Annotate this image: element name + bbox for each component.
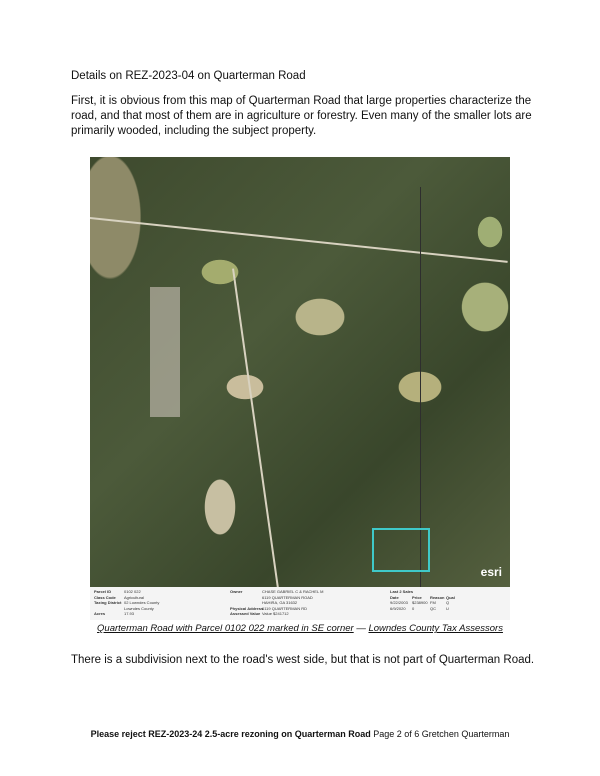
td: FM [430,600,436,605]
th: Date [390,594,399,600]
footer-page-info: Page 2 of 6 Gretchen Quarterman [370,729,510,739]
label: Taxing District [94,600,122,605]
value: Lowndes County [124,605,154,611]
value: 6119 QUARTERMAN ROAD [262,594,313,600]
label: Physical Address [230,605,264,611]
td: $238900 [412,600,428,605]
td: 9/22/2003 [390,600,408,605]
label: Acres [94,611,106,616]
aerial-map [90,157,510,587]
paragraph: First, it is obvious from this map of Quarterman Road that large properties characterize the road, and that most of them are in agriculture or forestry. Even many of the smaller lots are primarily wooded, including the subject property. [71,95,532,137]
parcel-line [420,187,421,587]
td: QC [430,605,436,611]
value: Agricultural [124,594,145,600]
value: 6119 QUARTERMAN RD [262,605,307,611]
td: U [446,605,449,611]
paragraph: There is a subdivision next to the road's west side, but that is not part of Quarterman Road. [71,654,535,666]
figure-caption [0,623,600,634]
sales-title: Last 2 Sales [390,589,414,594]
caption-separator: — [353,623,369,634]
footer [0,729,600,739]
parcel-info-panel [90,587,510,620]
td: Q [446,600,450,605]
caption-link-right[interactable]: Lowndes County Tax Assessors [368,623,503,634]
road [90,217,508,263]
td: 6/9/2020 [390,605,406,611]
heading: Details on REZ-2023-04 on Quarterman Road [71,70,306,82]
value: 0102 022 [124,589,141,594]
label: Assessed Value [230,611,261,616]
sales-table [390,595,458,612]
label: Owner [230,589,243,594]
value: 17.93 [124,611,135,616]
value: Value $241712 [262,611,289,616]
subject-parcel-outline [372,528,430,572]
th: Qual [446,594,455,600]
subdivision [150,287,180,417]
value: HAHIRA, GA 31632 [262,600,298,605]
th: Price [412,594,422,600]
value: 02 Lowndes County [124,600,160,605]
caption-link-left[interactable]: Quarterman Road with Parcel 0102 022 marked in SE corner [97,623,354,634]
label: Class Code [94,594,116,600]
quarterman-road [232,268,280,587]
label: Parcel ID [94,589,112,594]
td: 0 [412,605,415,611]
value: CHASE GABRIEL C & RACHEL M [262,589,324,594]
th: Reason [430,594,445,600]
esri-logo: esri [480,565,502,579]
footer-bold: Please reject REZ-2023-24 2.5-acre rezoning on Quarterman Road [90,729,371,739]
